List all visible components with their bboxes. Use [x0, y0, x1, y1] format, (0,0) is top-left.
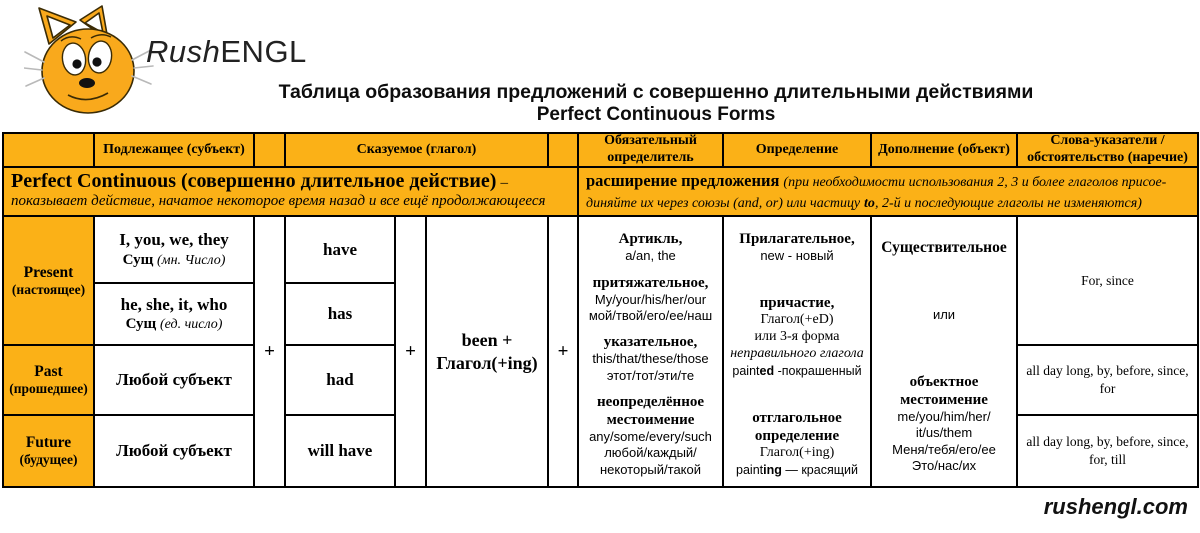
subject-singular: [95, 284, 253, 344]
header-subject: Подлежащее (субъект): [95, 134, 253, 166]
info-extension-note-1: (при необходимости использования 2, 3 и более глаголов присое-диняйте их через союзы (and, or) или частицу: [586, 175, 1167, 211]
tense-past: [4, 346, 93, 414]
subject-any-past: Любой субъект: [95, 346, 253, 414]
brand-name-rest: ENGL: [220, 34, 307, 69]
header-markers: Слова-указатели / обстоятельство (наречие): [1018, 134, 1197, 166]
attribute-participle: причастие, Глагол(+eD) или 3-я форма неправильного глагола painted -покрашенный: [730, 295, 864, 378]
subject-plural-pronouns: I, you, we, they: [119, 230, 229, 250]
header-predicate: Сказуемое (глагол): [286, 134, 547, 166]
attribute-verbal: отглагольное определение Глагол(+ing) painting — красящий: [726, 409, 868, 478]
brand-name: [146, 34, 307, 70]
info-extension-to: to: [864, 195, 875, 211]
plus-sign-3: +: [549, 217, 577, 486]
object-noun: Существительное: [881, 239, 1007, 256]
page-title-english: Perfect Continuous Forms: [536, 103, 776, 125]
object-cell: [872, 217, 1016, 486]
info-tense-name: Perfect Continuous (совершенно длительное действие): [11, 170, 497, 192]
header-mandatory-determiner: Обязательный определитель: [579, 134, 722, 166]
header-object: Дополнение (объект): [872, 134, 1016, 166]
subject-plural-noun-note: Сущ (мн. Число): [122, 251, 226, 268]
tense-past-ru: (прошедшее): [9, 381, 88, 396]
attribute-cell: [724, 217, 870, 486]
determiner-cell: [579, 217, 722, 486]
info-extension-note-2: , 2-й и последующие глаголы не изменяются): [874, 195, 1142, 211]
tense-future: [4, 416, 93, 486]
subject-singular-pronouns: he, she, it, who: [120, 294, 228, 314]
object-or: или: [932, 307, 956, 323]
determiner-possessive: притяжательное, My/your/his/her/our мой/твой/его/ее/наш: [588, 274, 713, 323]
header-blank-tense: [4, 134, 93, 166]
determiner-demonstrative: указательное, this/that/these/those этот/тот/эти/те: [592, 334, 709, 383]
determiner-article: Артикль, a/an, the: [618, 231, 683, 263]
page-title: [112, 81, 1200, 126]
tense-future-ru: (будущее): [19, 452, 78, 467]
aux-had: had: [286, 346, 394, 414]
info-extension-title: расширение предложения: [586, 171, 780, 190]
tense-present: [4, 217, 93, 344]
attribute-adjective: Прилагательное, new - новый: [739, 231, 855, 263]
markers-future: all day long, by, before, since, for, till: [1018, 416, 1197, 486]
plus-sign-2: +: [396, 217, 425, 486]
object-pronoun: объектное местоимение me/you/him/her/ it/us/them Меня/тебя/его/ее Это/нас/их: [892, 374, 996, 473]
plus-sign-1: +: [255, 217, 284, 486]
markers-past: all day long, by, before, since, for: [1018, 346, 1197, 414]
tense-past-en: Past: [34, 363, 63, 380]
verb-form-been-ing: been + Глагол(+ing): [427, 217, 547, 486]
subject-plural: [95, 217, 253, 282]
page-title-russian: Таблица образования предложений с совершенно длительными действиями: [278, 81, 1034, 103]
tense-future-en: Future: [25, 434, 72, 451]
header-blank-plus-2: [549, 134, 577, 166]
subject-singular-noun-note: Сущ (ед. число): [125, 316, 223, 333]
aux-has: has: [286, 284, 394, 344]
aux-will-have: will have: [286, 416, 394, 486]
header-attribute: Определение: [724, 134, 870, 166]
info-tense-explanation: – показывает действие, начатое некоторое время назад и все ещё продолжающееся: [11, 175, 546, 210]
website-url: rushengl.com: [1043, 494, 1188, 519]
brand-name-italic: Rush: [146, 34, 221, 69]
grammar-table: [2, 132, 1199, 488]
attribute-participle-example: painted -покрашенный: [732, 363, 862, 378]
aux-have: have: [286, 217, 394, 282]
markers-present: For, since: [1018, 217, 1197, 344]
tense-present-ru: (настоящее): [11, 281, 86, 297]
subject-any-future: Любой субъект: [95, 416, 253, 486]
info-tense-description: [4, 168, 577, 215]
header-blank-plus-1: [255, 134, 284, 166]
attribute-verbal-example: painting — красящий: [736, 462, 858, 477]
determiner-indefinite: неопределённое местоимение any/some/every/such любой/каждый/ некоторый/такой: [589, 394, 712, 477]
tense-present-en: Present: [23, 263, 74, 281]
info-sentence-extension: [579, 168, 1197, 215]
